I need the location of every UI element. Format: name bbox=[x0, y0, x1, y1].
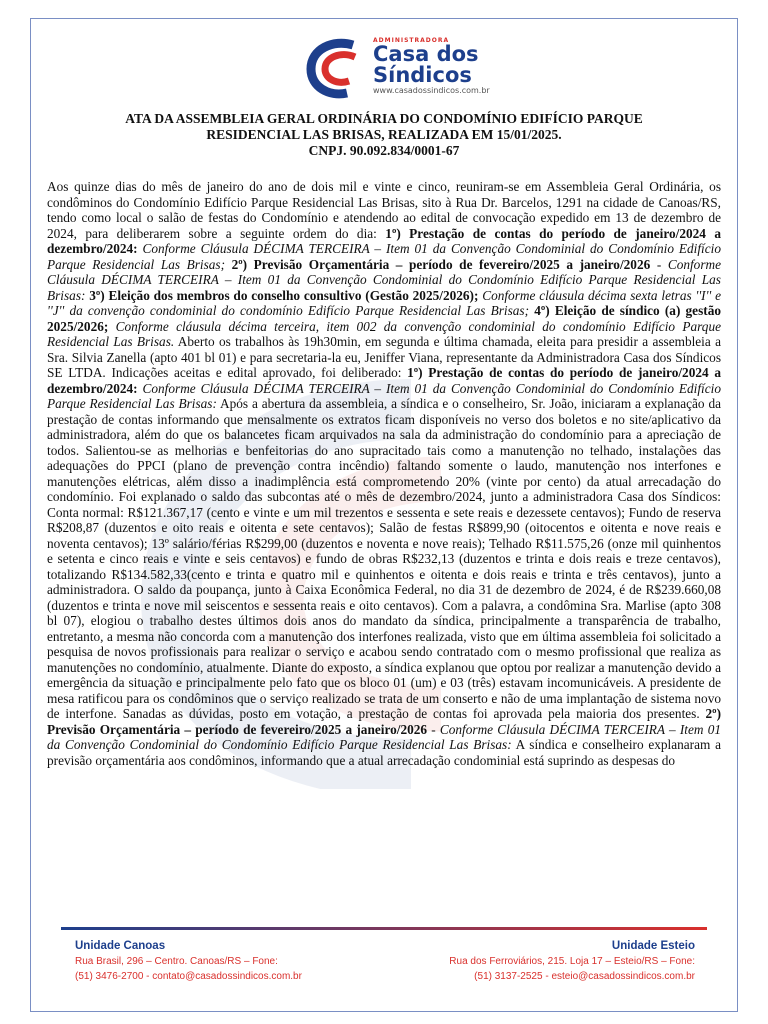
body-text: A síndica e conselheiro explanaram a previsão orçamentária aos condôminos, informando que a atual arrecadação condominial está suprindo as despesas do bbox=[47, 737, 721, 768]
document-body bbox=[47, 179, 721, 768]
footer-left-title: Unidade Canoas bbox=[75, 940, 166, 952]
agenda-item-4: 4º) Eleição de síndico (a) gestão 2025/2026; bbox=[47, 303, 721, 334]
document-page bbox=[30, 18, 738, 1012]
agenda-item-1: 1º) Prestação de contas do período de janeiro/2024 a dezembro/2024: bbox=[47, 225, 721, 256]
footer-left-address: Rua Brasil, 296 – Centro. Canoas/RS – Fone: bbox=[75, 956, 278, 967]
title-cnpj: CNPJ. 90.092.834/0001-67 bbox=[308, 143, 460, 158]
logo-name-line1: Casa dos bbox=[373, 42, 479, 66]
agenda-item-2-ref: - Conforme Cláusula DÉCIMA TERCEIRA – Item 01 da Convenção Condominial do Condomínio Edifício Parque Residencial Las Brisas: bbox=[47, 256, 722, 303]
logo-small-label: ADMINISTRADORA bbox=[373, 37, 450, 44]
deliberation-1-ref: Conforme Cláusula DÉCIMA TERCEIRA – Item 01 da Convenção Condominial do Condomínio Edifício Parque Residencial Las Brisas: bbox=[47, 380, 721, 411]
agenda-item-1-ref: Conforme Cláusula DÉCIMA TERCEIRA – Item 01 da Convenção Condominial do Condomínio Edifício Parque Residencial Las Brisas; bbox=[47, 241, 721, 272]
logo-mark-icon bbox=[303, 35, 369, 101]
company-logo bbox=[303, 33, 513, 123]
agenda-item-3-ref: Conforme cláusula décima sexta letras ''I'' e ''J'' da convenção condominial do condomínio Edifício Parque Residencial Las Brisas; bbox=[47, 287, 721, 318]
deliberation-1: 1º) Prestação de contas do período de janeiro/2024 a dezembro/2024: bbox=[47, 365, 721, 396]
footer-right bbox=[449, 939, 695, 984]
body-text: Aos quinze dias do mês de janeiro do ano de dois mil e vinte e cinco, reuniram-se em Assembleia Geral Ordinária, os condôminos do Condomínio Edifício Parque Residencial Las Brisas, sito à Rua Dr. Barcelos, 1291 na cidade de Canoas/RS, tendo como local o salão de festas do Condomínio e atendendo ao edital de convocação expedido em 13 de dezembro de 2024, para deliberarem sobre a seguinte ordem do dia: bbox=[47, 179, 721, 241]
footer-right-contact: (51) 3137-2525 - esteio@casadossindicos.com.br bbox=[474, 971, 695, 982]
logo-name-line2: Síndicos bbox=[373, 63, 472, 87]
body-text: Após a abertura da assembleia, a síndica e o conselheiro, Sr. João, iniciaram a explanação da prestação de contas informando que mensalmente os extratos ficam disponíveis no verso dos boletos e no site/aplicativo da administradora, além do que os balancetes ficam arquivados na sala da administração do condomínio para a apreciação de todos. Salientou-se as melhorias e benfeitorias do ano supracitado tais como a manutenção no telhado, instalações das adequações do PPCI (plano de prevenção contra incêndio) faltando somente o laudo, manutenção nos interfones e manutenções elétricas, além disso a inadimplência está comprometendo 20% (vinte por cento) da atual arrecadação do condomínio. Foi explanado o saldo das subcontas até o mês de dezembro/2024, junto a administradora Casa dos Síndicos: Conta normal: R$121.367,17 (cento e vinte e um mil trezentos e sessenta e sete reais e dezessete centavos); Fundo de reserva R$208,87 (duzentos e oito reais e oitenta e sete centavos); Salão de festas R$899,90 (oitocentos e oitenta e nove reais e noventa centavos); 13º salário/férias R$299,00 (duzentos e noventa e nove reais); Telhado R$11.575,26 (onze mil quinhentos e setenta e cinco reais e vinte e seis centavos) e fundo de obras R$232,13 (duzentos e trinta e dois reais e treze centavos), totalizando R$134.582,33(cento e trinta e quatro mil e quinhentos e oitenta e dois reais e trinta e três centavos), junto a administradora. O saldo da poupança, junto à Caixa Econômica Federal, no dia 31 de dezembro de 2024, é de R$239.660,08 (duzentos e trinta e nove mil seiscentos e sessenta reais e oito centavos). Com a palavra, a condômina Sra. Marlise (apto 308 bl 07), elogiou o trabalho destes últimos dois anos do mandato da síndica, principalmente a transparência de trabalho, entretanto, a mesma não concorda com a manutenção dos interfones realizada, visto que em última assembleia foi solicitado a pesquisa de novos profissionais para realizar o serviço e acabou sendo contratado com o mesmo profissional que realiza as manutenções no condomínio, atualmente. Diante do exposto, a síndica explanou que optou por realizar a manutenção devido a emergência da situação e principalmente pelo fato que os bloco 01 (um) e 03 (três) estavam incomunicáveis. A presidente de mesa ratificou para os condôminos que o serviço realizado se trata de um conserto e não de uma implantação de sistema novo de interfone. Sanadas as dúvidas, posto em votação, a prestação de contas foi aprovada pela maioria dos presentes. bbox=[47, 396, 721, 721]
agenda-item-2: 2º) Previsão Orçamentária – período de fevereiro/2025 a janeiro/2026 bbox=[225, 256, 651, 272]
page-footer bbox=[31, 921, 737, 1011]
footer-right-title: Unidade Esteio bbox=[611, 940, 695, 952]
footer-divider bbox=[61, 927, 707, 930]
logo-url: www.casadossindicos.com.br bbox=[373, 86, 490, 95]
deliberation-2-ref: - Conforme Cláusula DÉCIMA TERCEIRA – Item 01 da Convenção Condominial do Condomínio Edifício Parque Residencial Las Brisas: bbox=[47, 721, 721, 752]
footer-right-address: Rua dos Ferroviários, 215. Loja 17 – Esteio/RS – Fone: bbox=[449, 956, 695, 967]
deliberation-2: 2º) Previsão Orçamentária – período de fevereiro/2025 a janeiro/2026 bbox=[47, 706, 721, 737]
agenda-item-3: 3º) Eleição dos membros do conselho consultivo (Gestão 2025/2026); bbox=[85, 287, 479, 303]
document-title bbox=[61, 111, 707, 159]
footer-left-contact: (51) 3476-2700 - contato@casadossindicos.com.br bbox=[75, 971, 302, 982]
logo-text bbox=[373, 37, 490, 95]
agenda-item-4-ref: Conforme cláusula décima terceira, item 002 da convenção condominial do condomínio Edifício Parque Residencial Las Brisas. bbox=[47, 318, 721, 349]
title-line-2: RESIDENCIAL LAS BRISAS, REALIZADA EM 15/01/2025. bbox=[206, 127, 562, 142]
body-text: Aberto os trabalhos às 19h30min, em segunda e última chamada, eleita para presidir a assembleia a Sra. Silvia Zanella (apto 401 bl 01) e para secretaria-la eu, Jeniffer Viana, representante da Administradora Casa dos Síndicos SE LTDA. Indicações aceitas e edital aprovado, foi deliberado: bbox=[47, 334, 721, 380]
footer-left bbox=[75, 939, 302, 984]
title-line-1: ATA DA ASSEMBLEIA GERAL ORDINÁRIA DO CONDOMÍNIO EDIFÍCIO PARQUE bbox=[125, 111, 643, 126]
